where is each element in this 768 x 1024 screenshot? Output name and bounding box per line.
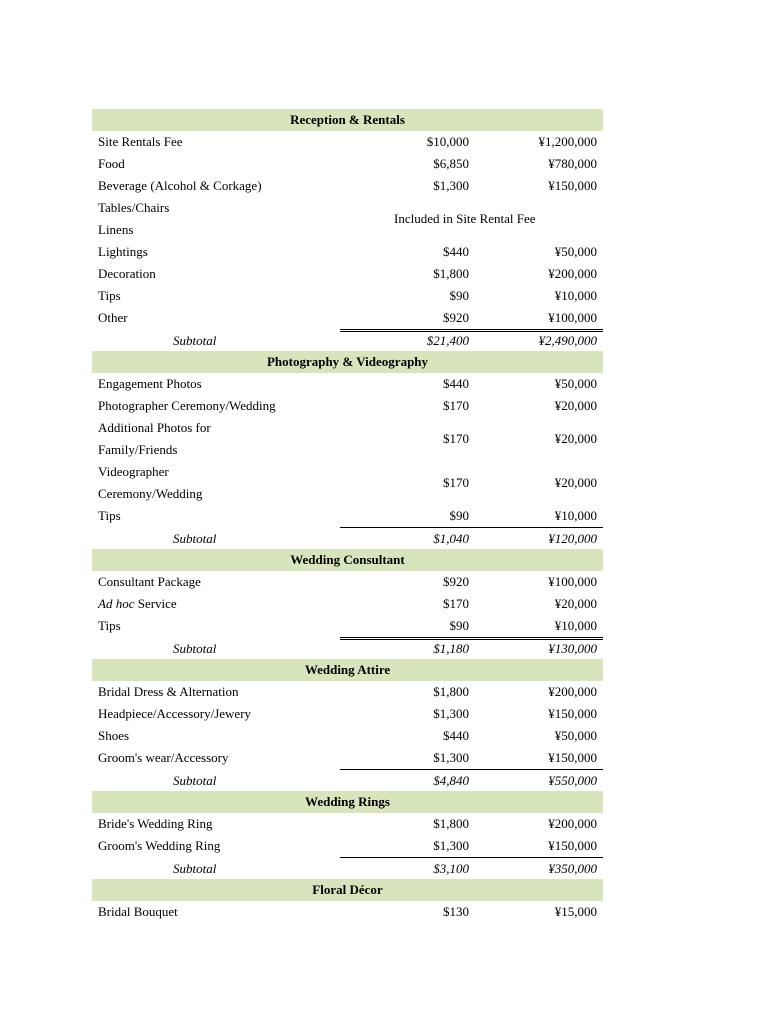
table-row	[92, 835, 603, 857]
item-label: Additional Photos for	[98, 420, 211, 435]
subtotal-label: Subtotal	[173, 773, 217, 788]
jpy-value: ¥20,000	[554, 431, 597, 446]
usd-value: $1,800	[433, 266, 469, 281]
usd-value: $10,000	[426, 134, 469, 149]
usd-value: $1,800	[433, 816, 469, 831]
jpy-value: ¥200,000	[548, 266, 597, 281]
usd-value: $1,800	[433, 684, 469, 699]
item-label: Bride's Wedding Ring	[98, 816, 213, 831]
jpy-value: ¥100,000	[548, 574, 597, 589]
jpy-value: ¥20,000	[554, 398, 597, 413]
item-label: Decoration	[98, 266, 156, 281]
subtotal-jpy: ¥120,000	[548, 531, 597, 546]
subtotal-row	[92, 769, 603, 791]
item-label-rest: Service	[134, 596, 177, 611]
table-row-merged	[92, 197, 603, 241]
table-row	[92, 285, 603, 307]
included-note: Included in Site Rental Fee	[394, 211, 536, 226]
section-header-photography: Photography & Videography	[92, 351, 603, 373]
item-label: Headpiece/Accessory/Jewery	[98, 706, 252, 721]
usd-value: $440	[443, 244, 469, 259]
table-row	[92, 571, 603, 593]
item-label: Linens	[98, 222, 134, 237]
usd-value: $130	[443, 904, 469, 919]
item-label: Consultant Package	[98, 574, 201, 589]
item-label: Groom's Wedding Ring	[98, 838, 221, 853]
item-label: Tips	[98, 508, 121, 523]
subtotal-label: Subtotal	[173, 641, 217, 656]
item-label: Lightings	[98, 244, 148, 259]
table-row	[92, 593, 603, 615]
table-row	[92, 153, 603, 175]
usd-value: $170	[443, 398, 469, 413]
item-label: Tips	[98, 618, 121, 633]
item-label: Groom's wear/Accessory	[98, 750, 229, 765]
table-row	[92, 241, 603, 263]
jpy-value: ¥20,000	[554, 596, 597, 611]
item-label: Shoes	[98, 728, 130, 743]
jpy-value: ¥200,000	[548, 816, 597, 831]
usd-value: $90	[449, 618, 469, 633]
usd-value: $170	[443, 431, 469, 446]
table-row	[92, 131, 603, 153]
item-label	[98, 593, 177, 615]
jpy-value: ¥1,200,000	[538, 134, 597, 149]
subtotal-row	[92, 857, 603, 879]
jpy-value: ¥15,000	[554, 904, 597, 919]
usd-value: $920	[443, 310, 469, 325]
jpy-value: ¥150,000	[548, 178, 597, 193]
item-label: Tables/Chairs	[98, 200, 170, 215]
subtotal-usd: $3,100	[433, 861, 469, 876]
jpy-value: ¥780,000	[548, 156, 597, 171]
usd-value: $440	[443, 728, 469, 743]
jpy-value: ¥10,000	[554, 288, 597, 303]
item-label: Engagement Photos	[98, 376, 202, 391]
usd-value: $1,300	[433, 178, 469, 193]
subtotal-label: Subtotal	[173, 531, 217, 546]
section-header-consultant: Wedding Consultant	[92, 549, 603, 571]
usd-value: $920	[443, 574, 469, 589]
table-row	[92, 703, 603, 725]
table-row	[92, 461, 603, 505]
usd-value: $170	[443, 475, 469, 490]
jpy-value: ¥10,000	[554, 618, 597, 633]
item-label: Family/Friends	[98, 442, 178, 457]
table-row	[92, 263, 603, 285]
subtotal-jpy: ¥550,000	[548, 773, 597, 788]
table-row	[92, 417, 603, 461]
subtotal-jpy: ¥130,000	[548, 641, 597, 656]
table-row	[92, 681, 603, 703]
item-label: Beverage (Alcohol & Corkage)	[98, 178, 262, 193]
budget-sheet	[92, 109, 603, 923]
usd-value: $6,850	[433, 156, 469, 171]
jpy-value: ¥200,000	[548, 684, 597, 699]
usd-value: $1,300	[433, 706, 469, 721]
section-header-attire: Wedding Attire	[92, 659, 603, 681]
jpy-value: ¥150,000	[548, 750, 597, 765]
table-row	[92, 813, 603, 835]
jpy-value: ¥50,000	[554, 376, 597, 391]
subtotal-usd: $1,180	[433, 641, 469, 656]
jpy-value: ¥150,000	[548, 706, 597, 721]
table-row	[92, 395, 603, 417]
item-label: Videographer	[98, 464, 169, 479]
table-row	[92, 175, 603, 197]
jpy-value: ¥20,000	[554, 475, 597, 490]
jpy-value: ¥150,000	[548, 838, 597, 853]
table-row	[92, 373, 603, 395]
item-label-italic: Ad hoc	[98, 596, 135, 611]
subtotal-usd: $4,840	[433, 773, 469, 788]
subtotal-row	[92, 527, 603, 549]
table-row	[92, 901, 603, 923]
item-label: Food	[98, 156, 125, 171]
usd-value: $440	[443, 376, 469, 391]
item-label: Photographer Ceremony/Wedding	[98, 398, 276, 413]
usd-value: $170	[443, 596, 469, 611]
subtotal-jpy: ¥2,490,000	[538, 333, 597, 348]
jpy-value: ¥10,000	[554, 508, 597, 523]
item-label: Tips	[98, 288, 121, 303]
subtotal-label: Subtotal	[173, 861, 217, 876]
table-row	[92, 615, 603, 637]
subtotal-label: Subtotal	[173, 333, 217, 348]
subtotal-usd: $1,040	[433, 531, 469, 546]
table-row	[92, 747, 603, 769]
section-header-floral: Floral Décor	[92, 879, 603, 901]
subtotal-jpy: ¥350,000	[548, 861, 597, 876]
subtotal-row	[92, 329, 603, 351]
section-header-reception: Reception & Rentals	[92, 109, 603, 131]
usd-value: $1,300	[433, 750, 469, 765]
section-header-rings: Wedding Rings	[92, 791, 603, 813]
item-label: Other	[98, 310, 128, 325]
usd-value: $1,300	[433, 838, 469, 853]
jpy-value: ¥50,000	[554, 728, 597, 743]
usd-value: $90	[449, 508, 469, 523]
subtotal-row	[92, 637, 603, 659]
item-label: Site Rentals Fee	[98, 134, 183, 149]
table-row	[92, 307, 603, 329]
item-label: Ceremony/Wedding	[98, 486, 203, 501]
usd-value: $90	[449, 288, 469, 303]
item-label: Bridal Bouquet	[98, 904, 178, 919]
table-row	[92, 725, 603, 747]
jpy-value: ¥100,000	[548, 310, 597, 325]
item-label: Bridal Dress & Alternation	[98, 684, 239, 699]
table-row	[92, 505, 603, 527]
jpy-value: ¥50,000	[554, 244, 597, 259]
subtotal-usd: $21,400	[426, 333, 469, 348]
